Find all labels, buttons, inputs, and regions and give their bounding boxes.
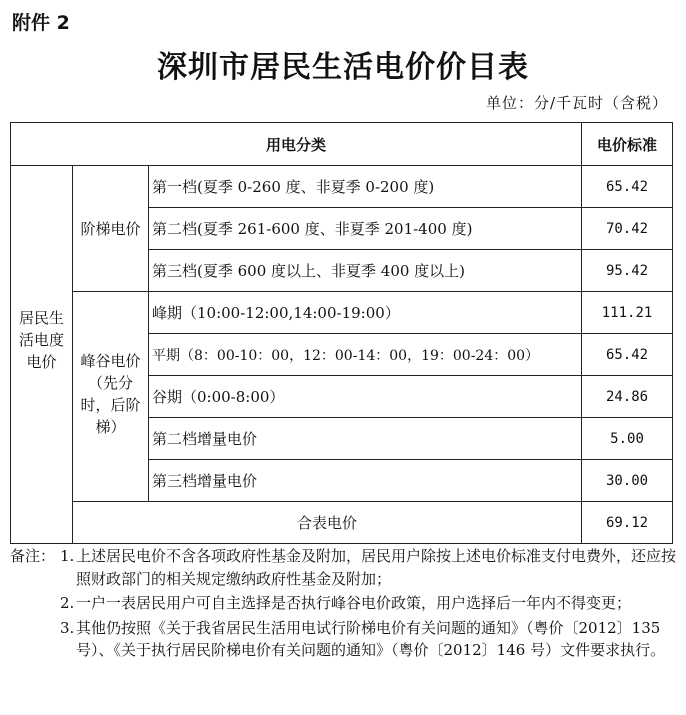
tou-price-5: 30.00 <box>582 460 673 502</box>
header-price: 电价标准 <box>582 123 673 166</box>
note-item <box>10 617 680 662</box>
tou-item-5: 第三档增量电价 <box>149 460 582 502</box>
header-category: 用电分类 <box>11 123 582 166</box>
tou-item-4: 第二档增量电价 <box>149 418 582 460</box>
note-item <box>10 545 680 590</box>
tier-section-cell <box>73 166 149 292</box>
group-main-cell <box>11 166 73 544</box>
tou-price-1: 111.21 <box>582 292 673 334</box>
note-text: 其他仍按照《关于我省居民生活用电试行阶梯电价有关问题的通知》（粤价〔2012〕135 号）、《关于执行居民阶梯电价有关问题的通知》（粤价〔2012〕146 号）文件要求执行。 <box>76 618 666 659</box>
tou-price-4: 5.00 <box>582 418 673 460</box>
tier-item-3: 第三档(夏季 600 度以上、非夏季 400 度以上) <box>149 250 582 292</box>
tou-price-2: 65.42 <box>582 334 673 376</box>
note-text: 上述居民电价不含各项政府性基金及附加，居民用户除按上述电价标准支付电费外，还应按照财政部门的相关规定缴纳政府性基金及附加； <box>76 547 677 588</box>
tou-section-cell <box>73 292 149 502</box>
note-text: 一户一表居民用户可自主选择是否执行峰谷电价政策，用户选择后一年内不得变更； <box>76 594 632 612</box>
unit-label: 单位：分/千瓦时（含税） <box>485 94 668 112</box>
page-title: 深圳市居民生活电价价目表 <box>157 50 529 85</box>
group-main-label: 居民生活电度电价 <box>18 308 64 371</box>
table-row <box>11 502 673 544</box>
tier-item-1: 第一档(夏季 0-260 度、非夏季 0-200 度) <box>149 166 582 208</box>
tier-price-3: 95.42 <box>582 250 673 292</box>
note-number: 2. <box>60 594 75 612</box>
tier-price-2: 70.42 <box>582 208 673 250</box>
combined-label: 合表电价 <box>73 502 582 544</box>
table-header-row <box>11 123 673 166</box>
tou-price-3: 24.86 <box>582 376 673 418</box>
attachment-label: 附件 2 <box>12 12 70 34</box>
notes-section <box>10 545 680 664</box>
notes-label: 备注： <box>10 547 56 565</box>
tou-item-1: 峰期（10:00-12:00,14:00-19:00） <box>149 292 582 334</box>
table-row <box>11 292 673 334</box>
note-number: 1. <box>60 547 75 565</box>
tier-item-2: 第二档(夏季 261-600 度、非夏季 201-400 度) <box>149 208 582 250</box>
table-row <box>11 166 673 208</box>
note-item <box>10 592 680 615</box>
tier-price-1: 65.42 <box>582 166 673 208</box>
tariff-table <box>10 122 673 544</box>
tier-section-label: 阶梯电价 <box>80 219 141 238</box>
note-number: 3. <box>60 618 75 637</box>
tou-item-3: 谷期（0:00-8:00） <box>149 376 582 418</box>
tou-section-label: 峰谷电价（先分时，后阶梯） <box>80 351 141 436</box>
combined-price: 69.12 <box>582 502 673 544</box>
tou-item-2: 平期（8：00-10：00，12：00-14：00，19：00-24：00） <box>149 334 582 376</box>
